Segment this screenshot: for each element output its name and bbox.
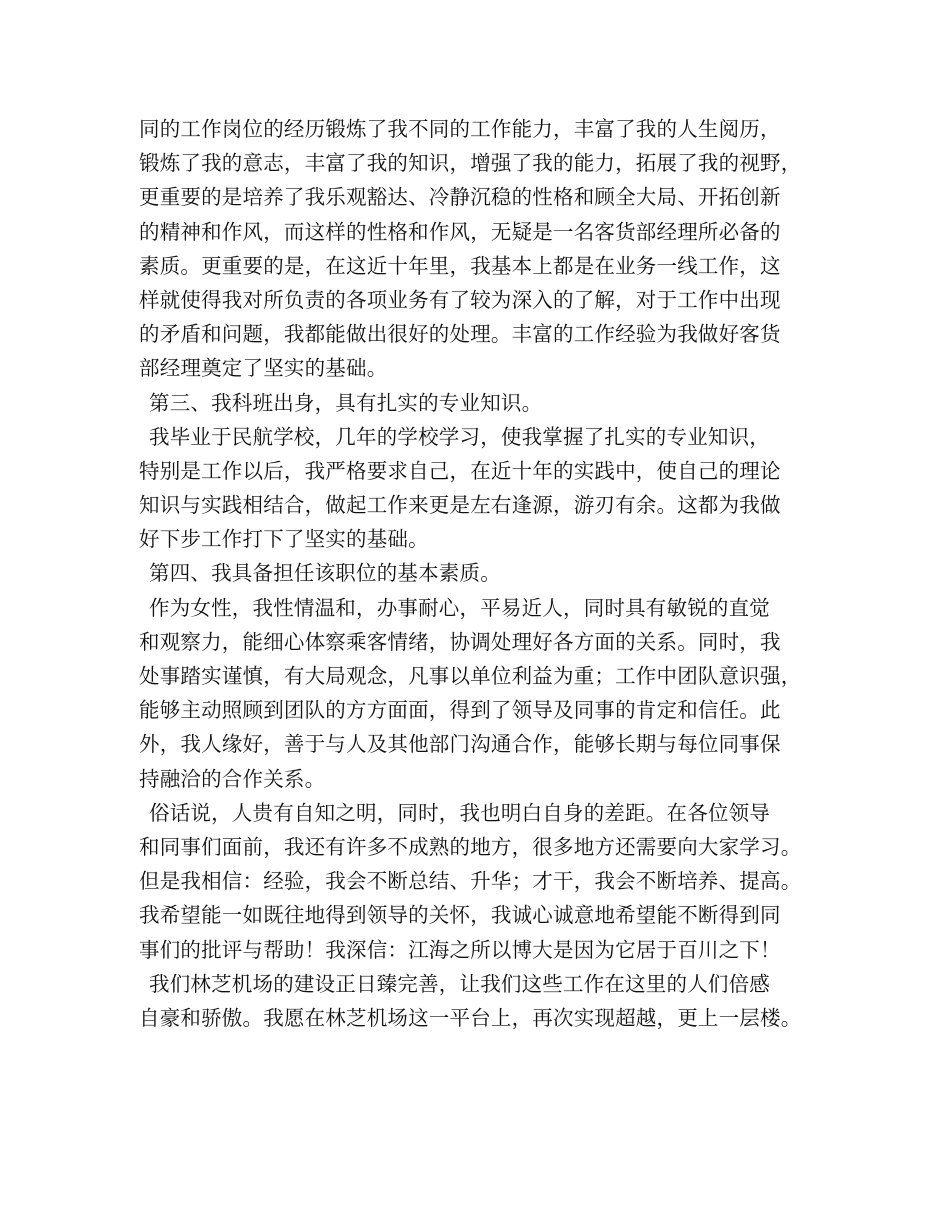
text-line: 素质。更重要的是，在这近十年里，我基本上都是在业务一线工作，这 xyxy=(139,253,781,278)
text-line: 事们的批评与帮助！我深信：江海之所以博大是因为它居于百川之下！ xyxy=(139,937,781,962)
text-line: 锻炼了我的意志，丰富了我的知识，增强了我的能力，拓展了我的视野， xyxy=(139,151,802,176)
text-line: 我们林芝机场的建设正日臻完善，让我们这些工作在这里的人们倍感 xyxy=(149,971,770,996)
text-line: 的精神和作风，而这样的性格和作风，无疑是一名客货部经理所必备的 xyxy=(139,219,781,244)
text-line: 持融洽的合作关系。 xyxy=(139,766,326,791)
text-line: 知识与实践相结合，做起工作来更是左右逢源，游刃有余。这都为我做 xyxy=(139,493,781,518)
text-line: 和同事们面前，我还有许多不成熟的地方，很多地方还需要向大家学习。 xyxy=(139,834,802,859)
text-line: 但是我相信：经验，我会不断总结、升华；才干，我会不断培养、提高。 xyxy=(139,869,802,894)
text-line: 部经理奠定了坚实的基础。 xyxy=(139,356,388,381)
text-line: 第四、我具备担任该职位的基本素质。 xyxy=(149,561,501,586)
text-line: 更重要的是培养了我乐观豁达、冷静沉稳的性格和顾全大局、开拓创新 xyxy=(139,185,781,210)
text-line: 第三、我科班出身，具有扎实的专业知识。 xyxy=(149,390,543,415)
text-line: 我毕业于民航学校，几年的学校学习，使我掌握了扎实的专业知识， xyxy=(149,424,770,449)
text-line: 能够主动照顾到团队的方方面面，得到了领导及同事的肯定和信任。此 xyxy=(139,698,781,723)
text-line: 外，我人缘好，善于与人及其他部门沟通合作，能够长期与每位同事保 xyxy=(139,732,781,757)
document-body xyxy=(139,112,829,1035)
text-line: 特别是工作以后，我严格要求自己，在近十年的实践中，使自己的理论 xyxy=(139,458,781,483)
text-line: 好下步工作打下了坚实的基础。 xyxy=(139,527,429,552)
text-line: 和观察力，能细心体察乘客情绪，协调处理好各方面的关系。同时，我 xyxy=(139,629,781,654)
text-line: 俗话说，人贵有自知之明，同时，我也明白自身的差距。在各位领导 xyxy=(149,800,770,825)
text-line: 处事踏实谨慎，有大局观念，凡事以单位利益为重；工作中团队意识强， xyxy=(139,664,802,688)
text-line: 同的工作岗位的经历锻炼了我不同的工作能力，丰富了我的人生阅历， xyxy=(139,117,781,141)
text-line: 样就使得我对所负责的各项业务有了较为深入的了解，对于工作中出现 xyxy=(139,287,781,312)
text-line: 的矛盾和问题，我都能做出很好的处理。丰富的工作经验为我做好客货 xyxy=(139,322,781,347)
text-line: 我希望能一如既往地得到领导的关怀，我诚心诚意地希望能不断得到同 xyxy=(139,903,781,928)
text-line: 作为女性，我性情温和，办事耐心，平易近人，同时具有敏锐的直觉 xyxy=(149,595,770,620)
text-line: 自豪和骄傲。我愿在林芝机场这一平台上，再次实现超越，更上一层楼。 xyxy=(139,1005,802,1030)
